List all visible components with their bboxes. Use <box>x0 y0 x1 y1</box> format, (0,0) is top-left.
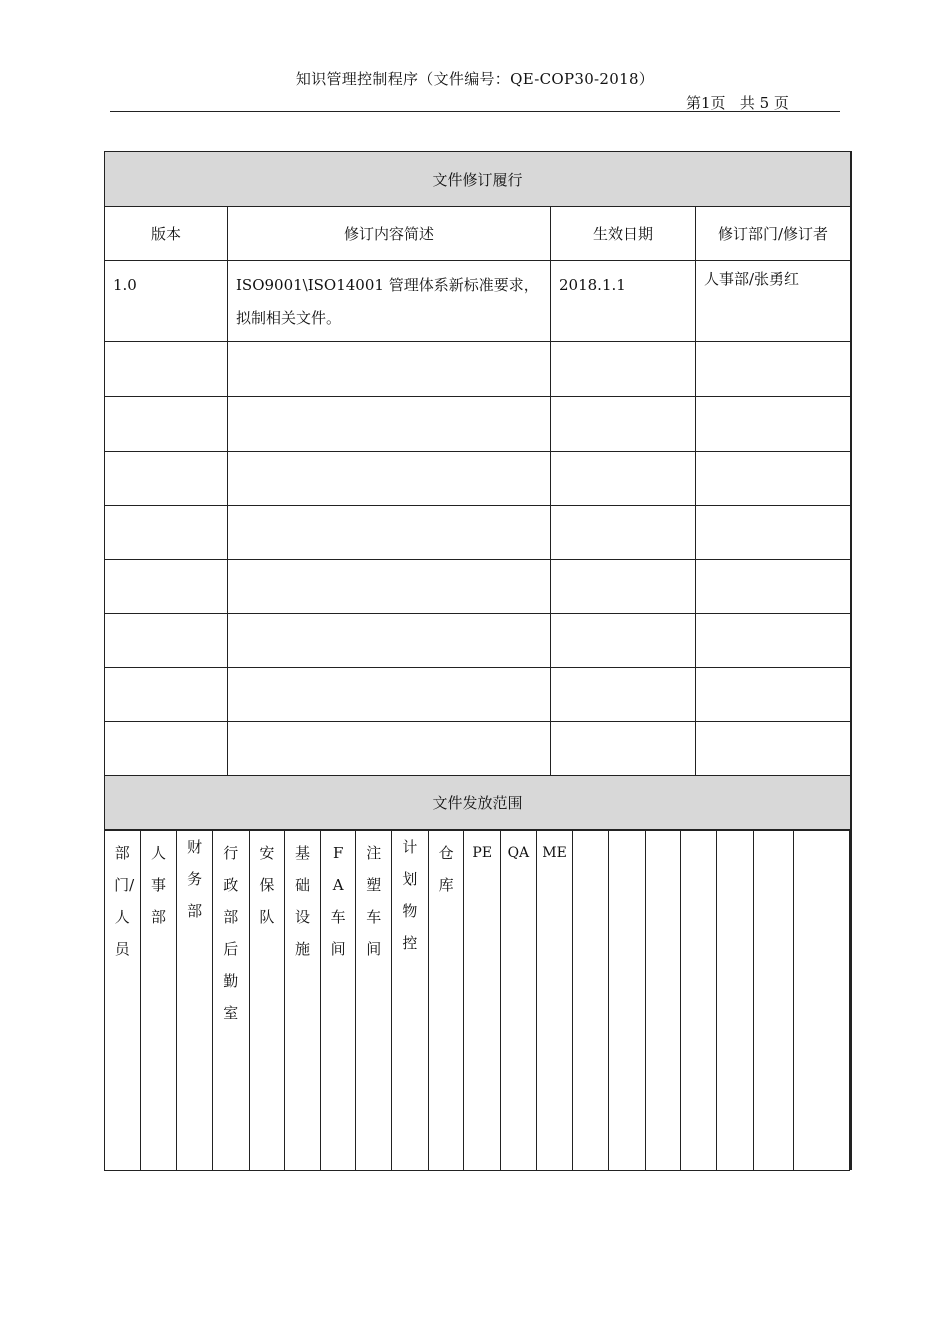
table-row <box>105 342 851 397</box>
empty-cell <box>696 722 851 776</box>
empty-cell <box>551 614 696 668</box>
empty-cell <box>228 722 551 776</box>
dept-label: 行政部后勤室 <box>223 844 239 1022</box>
dept-label: FA车间 <box>330 844 346 958</box>
dept-label: PE <box>472 845 493 861</box>
dept-label: 部门/人员 <box>114 844 135 958</box>
distribution-cell <box>573 831 609 1171</box>
empty-cell <box>551 722 696 776</box>
distribution-title: 文件发放范围 <box>105 776 851 830</box>
distribution-cell <box>177 831 213 1171</box>
empty-cell <box>228 397 551 452</box>
distribution-cell <box>140 831 177 1171</box>
page-number: 第1页 共 5 页 <box>686 94 789 112</box>
dept-label: 安保队 <box>259 844 275 926</box>
table-row <box>105 614 851 668</box>
empty-cell <box>228 506 551 560</box>
empty-cell <box>551 560 696 614</box>
empty-cell <box>551 506 696 560</box>
empty-cell <box>696 397 851 452</box>
distribution-cell <box>608 831 645 1171</box>
column-header-dept: 修订部门/修订者 <box>696 207 851 261</box>
header-rule <box>110 111 840 112</box>
empty-cell <box>551 452 696 506</box>
column-header-content: 修订内容简述 <box>228 207 551 261</box>
empty-cell <box>105 342 228 397</box>
empty-cell <box>105 722 228 776</box>
dept-label: QA <box>507 845 530 861</box>
distribution-cell <box>105 831 141 1171</box>
empty-cell <box>228 452 551 506</box>
table-row <box>105 668 851 722</box>
empty-cell <box>696 560 851 614</box>
dept-cell: 人事部/张勇红 <box>696 261 851 342</box>
empty-cell <box>551 668 696 722</box>
date-cell: 2018.1.1 <box>551 261 696 342</box>
empty-cell <box>228 668 551 722</box>
empty-cell <box>228 560 551 614</box>
dept-label: ME <box>542 845 567 861</box>
empty-cell <box>105 614 228 668</box>
distribution-cell <box>428 831 464 1171</box>
empty-cell <box>696 342 851 397</box>
table-row <box>105 506 851 560</box>
distribution-cell <box>285 831 321 1171</box>
content-line: ISO9001\ISO14001 管理体系新标准要求， <box>236 276 539 294</box>
dept-label: 计划物控 <box>402 838 418 952</box>
dept-label: 财务部 <box>187 838 203 920</box>
distribution-cell <box>753 831 794 1171</box>
empty-cell <box>551 397 696 452</box>
empty-cell <box>105 452 228 506</box>
table-row <box>105 397 851 452</box>
dept-label: 仓库 <box>438 844 454 894</box>
column-header-date: 生效日期 <box>551 207 696 261</box>
revision-table-title: 文件修订履行 <box>105 152 851 207</box>
empty-cell <box>105 506 228 560</box>
distribution-cell <box>501 831 537 1171</box>
dept-label: 基础设施 <box>295 844 311 958</box>
distribution-cell <box>464 831 501 1171</box>
distribution-cell <box>356 831 392 1171</box>
empty-cell <box>696 506 851 560</box>
empty-cell <box>105 560 228 614</box>
empty-cell <box>696 614 851 668</box>
column-header-version: 版本 <box>105 207 228 261</box>
empty-cell <box>228 342 551 397</box>
distribution-cell <box>536 831 573 1171</box>
dept-label: 注塑车间 <box>366 844 382 958</box>
content-line: 拟制相关文件。 <box>236 309 342 327</box>
distribution-cell <box>794 831 850 1171</box>
version-cell: 1.0 <box>105 261 228 342</box>
document-form <box>104 151 852 1170</box>
empty-cell <box>105 668 228 722</box>
distribution-cell <box>645 831 681 1171</box>
distribution-cell <box>320 831 356 1171</box>
distribution-cell <box>681 831 717 1171</box>
revision-table <box>104 151 851 830</box>
table-row <box>105 560 851 614</box>
distribution-row <box>105 831 850 1171</box>
table-row <box>105 722 851 776</box>
dept-label: 人事部 <box>150 844 166 926</box>
empty-cell <box>105 397 228 452</box>
content-cell <box>228 261 551 342</box>
table-row <box>105 261 851 342</box>
empty-cell <box>696 452 851 506</box>
distribution-table <box>104 830 850 1171</box>
document-header-title: 知识管理控制程序（文件编号：QE-COP30-2018） <box>295 70 655 88</box>
distribution-cell <box>212 831 249 1171</box>
distribution-cell <box>392 831 429 1171</box>
distribution-cell <box>716 831 753 1171</box>
empty-cell <box>551 342 696 397</box>
table-row <box>105 452 851 506</box>
empty-cell <box>696 668 851 722</box>
distribution-cell <box>249 831 285 1171</box>
empty-cell <box>228 614 551 668</box>
